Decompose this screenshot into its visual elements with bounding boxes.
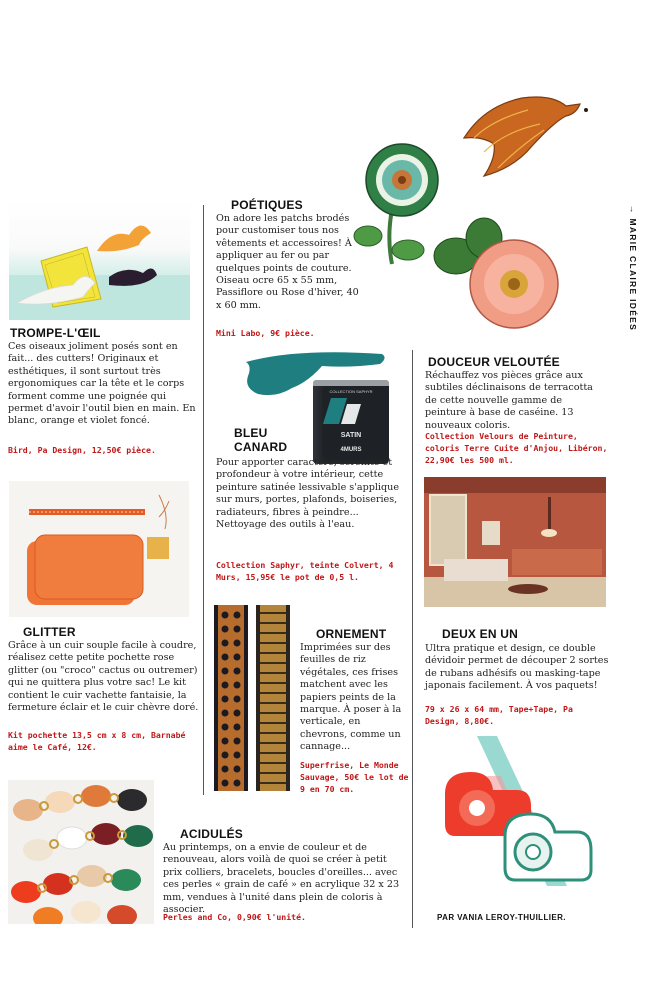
can-label-top: COLLECTION SAPHYR: [329, 389, 373, 394]
trompe-body: Ces oiseaux joliment posés sont en fait... des cutters! Originaux et esthétiques, il sont surtout très ergonomiques car la tête et le corps forment comme une poignée qui permet d'avoir l'outil bien en main. En blanc, orange et violet foncé.: [8, 341, 196, 427]
bird-patch: [464, 97, 580, 176]
coffee-bean-beads-photo: [8, 780, 154, 924]
glitter-body: Grâce à un cuir souple facile à coudre, réalisez cette petite pochette rose glitter (ou "croco" cactus ou outremer) qui ne quittera plus votre sac! Le kit contient le cuir vachette fantaisie, la fermeture éclair et le cuir chèvre doré.: [8, 640, 199, 714]
can-logo: [313, 394, 389, 428]
douceur-title: DOUCEUR VELOUTÉE: [428, 355, 560, 369]
glitter-credit: Kit pochette 13,5 cm x 8 cm, Barnabé aime le Café, 12€.: [8, 730, 186, 752]
tape-dispenser-photo: [437, 736, 607, 906]
glitter-title: GLITTER: [23, 625, 76, 639]
column-divider: [412, 350, 413, 928]
paint-can: [313, 380, 389, 464]
acidules-body: Au printemps, on a envie de couleur et de renouveau, alors voilà de quoi se créer à petit prix colliers, bracelets, boucles d'oreilles... avec ces perles « grain de café » en acrylique 32 x 23 mm, vendues à l'unité dans plein de coloris à associer.: [163, 842, 400, 916]
bleu-body: Pour apporter caractère, sérénité et profondeur à votre intérieur, cette peinture satinée lessivable s'applique sur murs, portes, plafonds, boiseries, radiateurs, fibres à peindre... Nettoyage des outils à l'eau.: [216, 457, 399, 531]
trompe-title: TROMPE-L'ŒIL: [10, 326, 101, 340]
pouch-kit-photo: [9, 481, 189, 617]
section-tag: → MARIE CLAIRE IDÉES: [628, 205, 638, 332]
ornement-body: Imprimées sur des feuilles de riz végétales, ces frises matchent avec les papiers peints de la marque. À poser à la verticale, en chevrons, comme un cannage...: [300, 642, 402, 753]
bleu-title-line1: BLEU: [234, 426, 268, 440]
douceur-body: Réchauffez vos pièces grâce aux subtiles déclinaisons de terracotta de cette nouvelle gamme de peinture à base de caséine. 13 nouveaux coloris.: [425, 370, 593, 431]
bleu-credit: Collection Saphyr, teinte Colvert, 4 Murs, 15,95€ le pot de 0,5 l.: [216, 560, 394, 582]
deux-title: DEUX EN UN: [442, 627, 519, 641]
bird-cutters-photo: [9, 199, 190, 320]
bleu-title-line2: CANARD: [234, 440, 288, 454]
trompe-credit: Bird, Pa Design, 12,50€ pièce.: [8, 445, 156, 455]
deux-body: Ultra pratique et design, ce double dévidoir permet de découper 2 sortes de rubans adhésifs ou masking-tape japonais facilement. À vos paquets!: [425, 643, 609, 692]
ornement-title: ORNEMENT: [316, 627, 387, 641]
can-label: SATIN: [340, 432, 362, 439]
column-divider: [203, 205, 204, 795]
rose-patch: [434, 218, 558, 328]
byline: PAR VANIA LEROY-THUILLIER.: [437, 913, 566, 922]
frieze-strips-photo: [212, 605, 294, 791]
acidules-credit: Perles and Co, 0,90€ l'unité.: [163, 912, 306, 922]
poetiques-credit: Mini Labo, 9€ pièce.: [216, 328, 315, 338]
ornement-credit: Superfrise, Le Monde Sauvage, 50€ le lot de 9 en 70 cm.: [300, 760, 409, 794]
terracotta-room-photo: [424, 477, 606, 607]
passiflore-patch: [354, 144, 438, 264]
poetiques-body: On adore les patchs brodés pour customiser tous nos vêtements et accessoires! À appliquer au fer ou par quelques points de couture. Oiseau ocre 65 x 55 mm, Passiflore ou Rose d'hiver, 40 x 60 mm.: [216, 213, 359, 311]
poetiques-title: POÉTIQUES: [231, 198, 303, 212]
douceur-credit: Collection Velours de Peinture, coloris Terre Cuite d'Anjou, Libéron, 22,90€ les 500 ml.: [425, 431, 608, 465]
can-brand: 4MURS: [340, 447, 362, 453]
acidules-title: ACIDULÉS: [180, 827, 243, 841]
deux-credit: 79 x 26 x 64 mm, Tape+Tape, Pa Design, 8,80€.: [425, 704, 573, 726]
embroidered-patches-photo: [348, 78, 620, 336]
